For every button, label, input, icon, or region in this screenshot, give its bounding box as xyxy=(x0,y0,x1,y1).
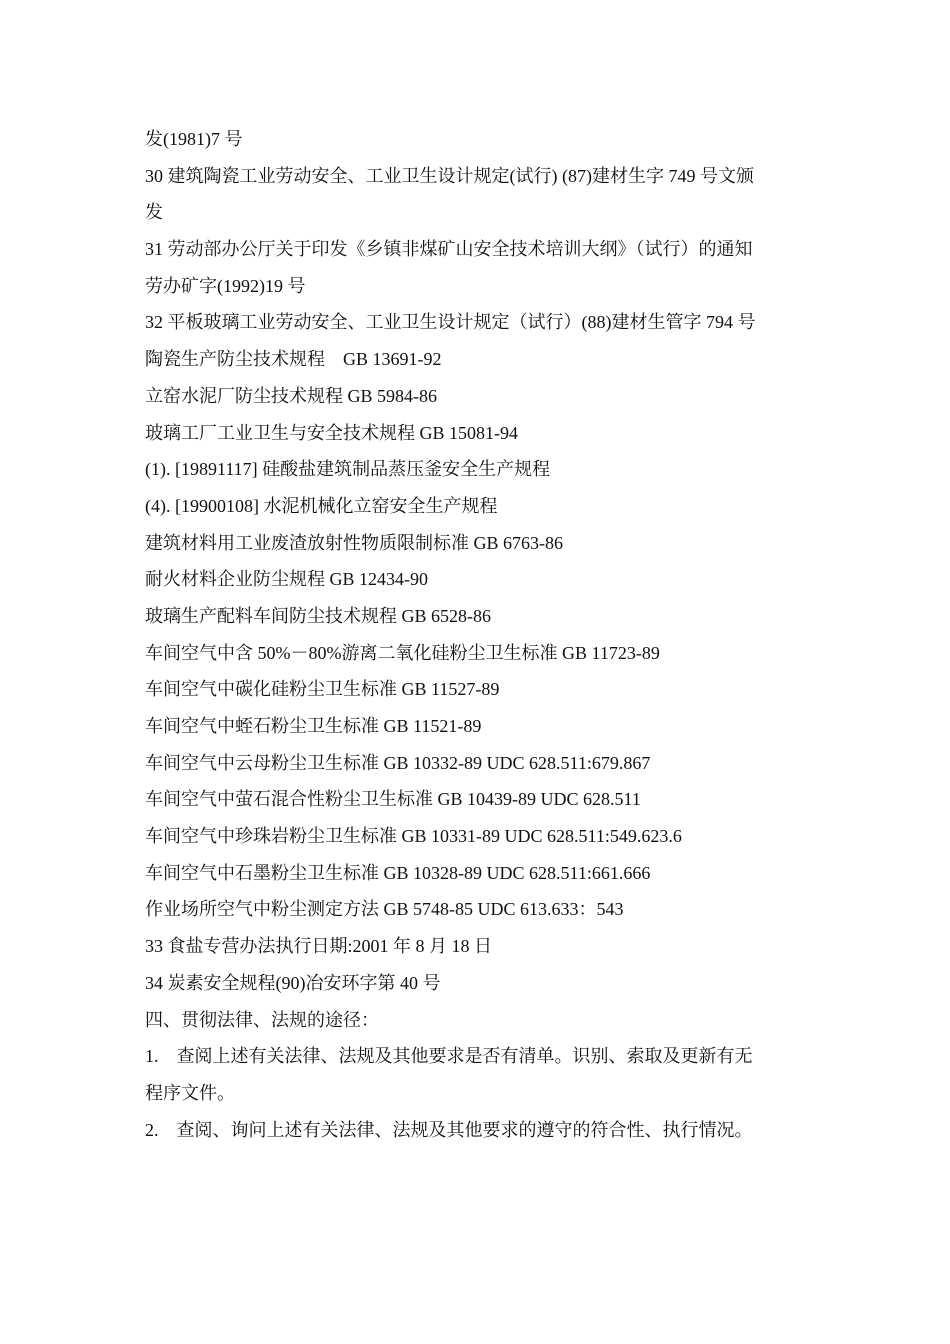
text-line: 玻璃工厂工业卫生与安全技术规程 GB 15081-94 xyxy=(145,422,518,443)
document-body xyxy=(145,121,813,1148)
text-line: (1). [19891117] 硅酸盐建筑制品蒸压釜安全生产规程 xyxy=(145,459,551,480)
text-line: 立窑水泥厂防尘技术规程 GB 5984-86 xyxy=(145,385,437,406)
text-line: 建筑材料用工业废渣放射性物质限制标准 GB 6763-86 xyxy=(145,532,563,553)
text-line: 车间空气中云母粉尘卫生标准 GB 10332-89 UDC 628.511:679.867 xyxy=(145,752,651,773)
text-line: 发(1981)7 号 xyxy=(145,129,243,149)
text-line: 32 平板玻璃工业劳动安全、工业卫生设计规定（试行）(88)建材生管字 794 号 xyxy=(145,312,756,333)
text-line: 34 炭素安全规程(90)冶安环字第 40 号 xyxy=(145,972,441,993)
text-line: 车间空气中萤石混合性粉尘卫生标准 GB 10439-89 UDC 628.511 xyxy=(145,789,641,810)
text-line: (4). [19900108] 水泥机械化立窑安全生产规程 xyxy=(145,495,498,516)
text-line: 车间空气中含 50%－80%游离二氧化硅粉尘卫生标准 GB 11723-89 xyxy=(145,642,660,663)
text-line: 2. 查阅、询问上述有关法律、法规及其他要求的遵守的符合性、执行情况。 xyxy=(145,1119,753,1140)
text-line: 程序文件。 xyxy=(145,1082,235,1103)
text-line: 30 建筑陶瓷工业劳动安全、工业卫生设计规定(试行) (87)建材生字 749 号文颁 xyxy=(145,165,754,186)
section-heading: 四、贯彻法律、法规的途径： xyxy=(145,1009,379,1030)
text-line: 31 劳动部办公厅关于印发《乡镇非煤矿山安全技术培训大纲》（试行）的通知 xyxy=(145,239,753,260)
text-line: 发 xyxy=(145,202,163,223)
text-line: 车间空气中珍珠岩粉尘卫生标准 GB 10331-89 UDC 628.511:549.623.6 xyxy=(145,826,682,847)
text-line: 劳办矿字(1992)19 号 xyxy=(145,275,306,296)
text-line: 车间空气中蛭石粉尘卫生标准 GB 11521-89 xyxy=(145,716,482,736)
text-line: 33 食盐专营办法执行日期:2001 年 8 月 18 日 xyxy=(145,936,492,957)
text-line: 1. 查阅上述有关法律、法规及其他要求是否有清单。识别、索取及更新有无 xyxy=(145,1046,753,1067)
text-line: 玻璃生产配料车间防尘技术规程 GB 6528-86 xyxy=(145,605,491,626)
text-line: 车间空气中石墨粉尘卫生标准 GB 10328-89 UDC 628.511:661.666 xyxy=(145,862,651,883)
text-line: 作业场所空气中粉尘测定方法 GB 5748-85 UDC 613.633：543 xyxy=(145,899,624,920)
text-line: 陶瓷生产防尘技术规程 GB 13691-92 xyxy=(145,349,442,370)
text-line: 耐火材料企业防尘规程 GB 12434-90 xyxy=(145,569,428,590)
text-line: 车间空气中碳化硅粉尘卫生标准 GB 11527-89 xyxy=(145,679,500,700)
